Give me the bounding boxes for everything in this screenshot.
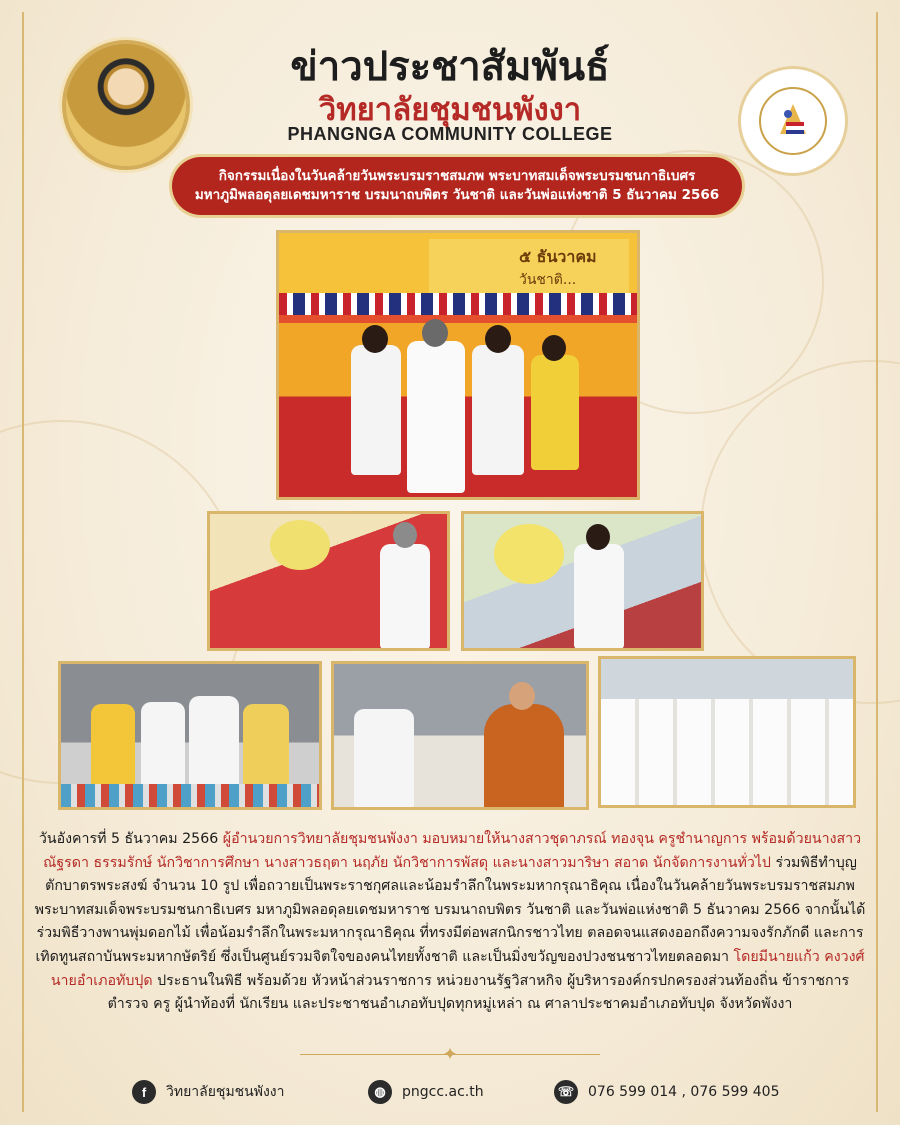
person-head (485, 325, 511, 353)
backdrop-sign (429, 239, 629, 299)
body-attendees: ประธานในพิธี พร้อมด้วย หัวหน้าส่วนราชการ หน่วยงานรัฐวิสาหกิจ ผู้บริหารองค์กรปกครองส่วนท้องถิ่น ข้าราชการ ตำรวจ ครู ผู้นำท้องที่ นักเรียน และประชาชนอำเภอทับปุดทุกหมู่เหล่า ณ ศาลาประชาคมอำเภอทับปุด จังหวัดพังงา (107, 972, 850, 1013)
person (574, 544, 624, 649)
frame-border-right (876, 12, 878, 1112)
phone-icon: ☏ (554, 1080, 578, 1104)
body-staff: ผู้อำนวยการวิทยาลัยชุมชนพังงา มอบหมายให้นางสาวชุดาภรณ์ ทองจุน ครูชำนาญการ พร้อมด้วยนางสาวณัฐรดา ธรรมรักษ์ นักวิชาการศึกษา นางสาวธฤตา นฤภัย นักวิชาการพัสดุ และนางสาวมาริษา สอาด นักจัดการงานทั่วไป (43, 831, 862, 871)
offering-items (61, 784, 321, 810)
globe-icon: ◍ (368, 1080, 392, 1104)
monk-head (509, 682, 535, 710)
person-head (586, 524, 610, 550)
facebook-label: วิทยาลัยชุมชนพังงา (166, 1084, 285, 1100)
footer-website[interactable] (368, 1080, 484, 1104)
sign-date: ๕ ธันวาคม (519, 247, 597, 266)
photo-flower-offering-2 (461, 511, 704, 651)
person (531, 355, 579, 470)
body-chairman: โดยมีนายแก้ว คงวงศ์ นายอำเภอทับปุด (50, 948, 865, 989)
news-body (30, 828, 870, 1017)
footer-phone[interactable] (554, 1080, 779, 1104)
photo-flower-offering-1 (207, 511, 450, 651)
flower-arrangement (494, 524, 564, 584)
college-name-en: PHANGNGA COMMUNITY COLLEGE (287, 124, 613, 144)
person (472, 345, 524, 475)
flower-arrangement (270, 520, 330, 570)
body-ceremony: ร่วมพิธีทำบุญตักบาตรพระสงฆ์ จำนวน 10 รูป เพื่อถวายเป็นพระราชกุศลและน้อมรำลึกในพระมหากรุณาธิคุณ เนื่องในวันคล้ายวันพระบรมราชสมภพ พระบาทสมเด็จพระบรมชนกาธิเบศร มหาภูมิพลอดุลยเดชมหาราช บรมนาถบพิตร วันชาติ และวันพ่อแห่งชาติ 5 ธันวาคม 2566 จากนั้นได้ร่วมพิธีวางพานพุ่มดอกไม้ เพื่อน้อมรำลึกในพระมหากรุณาธิคุณ ที่ทรงมีต่อพสกนิกรชาวไทย ตลอดจนแสดงออกถึงความจงรักภักดี และการเทิดทูนสถาบันพระมหากษัตริย์ ซึ่งเป็นศูนย์รวมจิตใจของคนไทยทั้งชาติ และเป็นมิ่งขวัญของปวงชนชาวไทยตลอดมา (34, 854, 866, 965)
people-row (601, 699, 855, 807)
flag-row (279, 293, 639, 315)
person (351, 345, 401, 475)
page-title: ข่าวประชาสัมพันธ์ (290, 44, 610, 90)
photo-line-of-officials (598, 656, 856, 808)
website-label: pngcc.ac.th (402, 1084, 484, 1100)
sign-text: วันชาติ... (519, 272, 577, 288)
decor-swirl (700, 360, 900, 704)
body-date: วันอังคารที่ 5 ธันวาคม 2566 (38, 831, 223, 847)
banner-line-2: มหาภูมิพลอดุลยเดชมหาราช บรมนาถบพิตร วันชาติ และวันพ่อแห่งชาติ 5 ธันวาคม 2566 (194, 187, 720, 203)
person (407, 341, 465, 493)
phone-label: 076 599 014 , 076 599 405 (588, 1084, 780, 1100)
event-banner (172, 157, 742, 215)
college-name-th: วิทยาลัยชุมชนพังงา (318, 92, 582, 128)
footer-facebook[interactable] (132, 1080, 285, 1104)
person-head (362, 325, 388, 353)
monk (484, 704, 564, 810)
person-head (422, 319, 448, 347)
person-head (542, 335, 566, 361)
divider-ornament-icon: ✦ (442, 1044, 458, 1065)
person-head (393, 522, 417, 548)
person (354, 709, 414, 809)
facebook-icon: f (132, 1080, 156, 1104)
photo-main-group (276, 230, 640, 500)
photo-team-group (58, 661, 322, 810)
banner-line-1: กิจกรรมเนื่องในวันคล้ายวันพระบรมราชสมภพ พระบาทสมเด็จพระบรมชนกาธิเบศร (218, 168, 696, 184)
person (380, 544, 430, 649)
frame-border-left (22, 12, 24, 1112)
photo-alms-giving (331, 661, 589, 810)
